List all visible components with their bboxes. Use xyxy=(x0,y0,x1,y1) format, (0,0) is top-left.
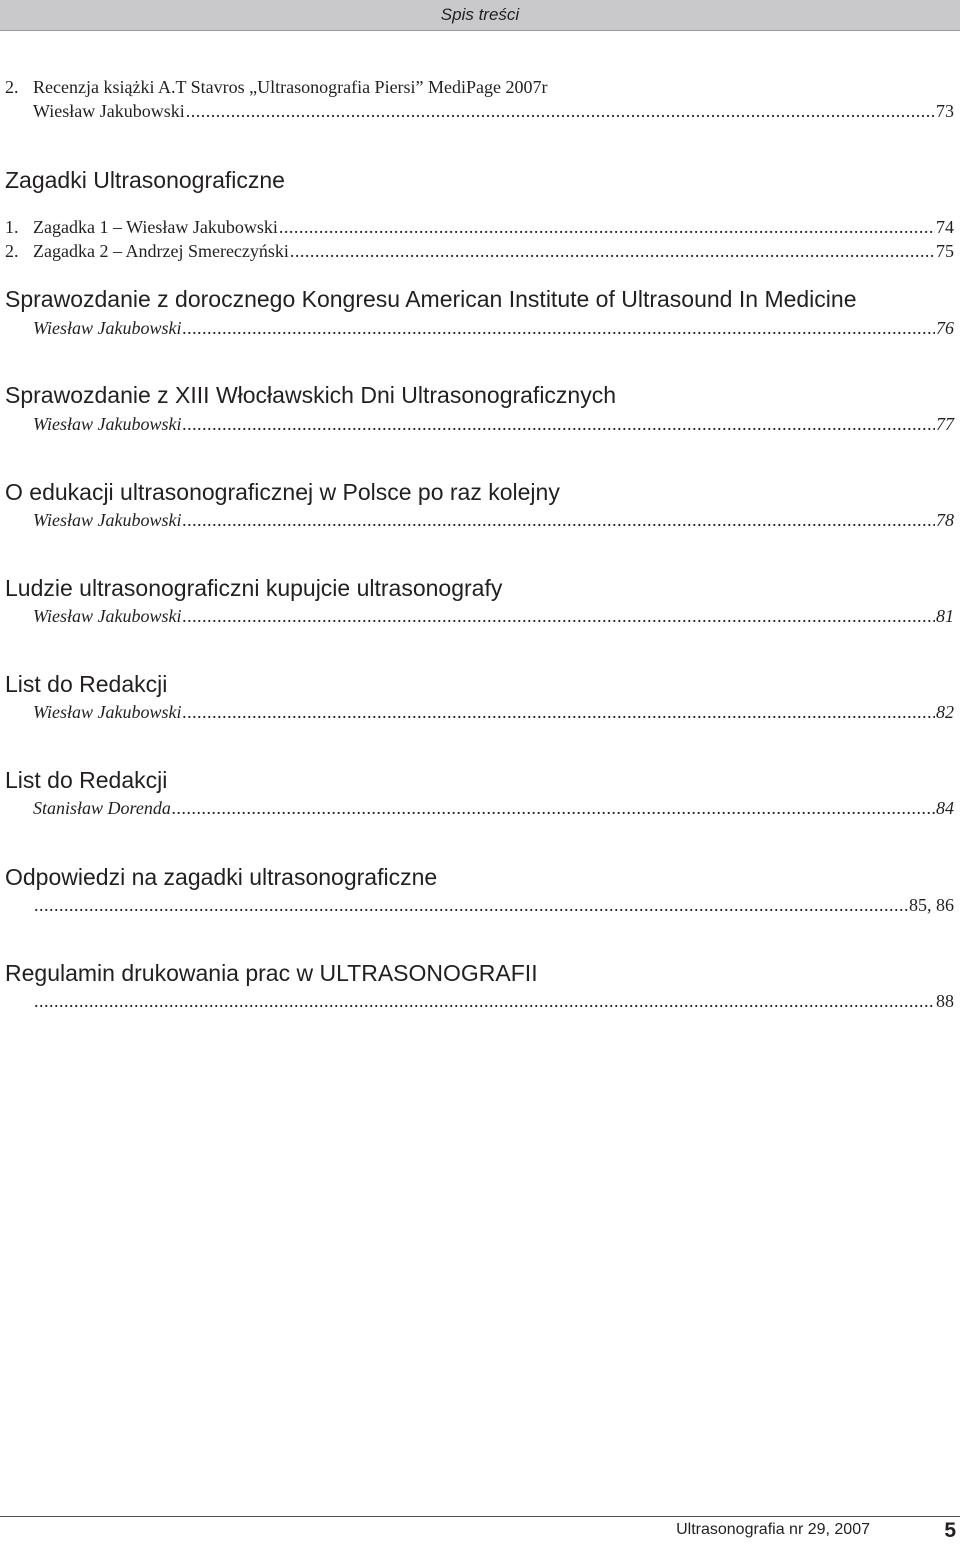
entry-page: 75 xyxy=(936,241,954,261)
page-header xyxy=(0,0,960,31)
section-heading-wloclawek: Sprawozdanie z XIII Włocławskich Dni Ultrasonograficznych xyxy=(5,382,617,408)
toc-entry-edukacja[interactable] xyxy=(0,509,954,531)
section-heading-zagadki: Zagadki Ultrasonograficzne xyxy=(5,167,285,193)
entry-title: Zagadka 2 – Andrzej Smereczyński xyxy=(33,241,289,261)
section-heading-edukacja: O edukacji ultrasonograficznej w Polsce po raz kolejny xyxy=(5,479,560,505)
entry-page: 81 xyxy=(936,606,954,626)
footer-page-number: 5 xyxy=(944,1519,956,1542)
entry-number: 2. xyxy=(5,77,19,97)
entry-author: Wiesław Jakubowski xyxy=(33,318,182,338)
toc-entry-recenzja[interactable] xyxy=(0,76,954,98)
entry-author: Stanisław Dorenda xyxy=(33,798,171,818)
section-heading-kongres: Sprawozdanie z dorocznego Kongresu American Institute of Ultrasound In Medicine xyxy=(5,286,857,312)
entry-page: 82 xyxy=(936,702,954,722)
toc-entry-odpowiedzi[interactable] xyxy=(0,894,954,916)
section-heading-list-2: List do Redakcji xyxy=(5,767,168,793)
leader-dots xyxy=(182,701,935,723)
entry-title: Recenzja książki A.T Stavros „Ultrasonografia Piersi” MediPage 2007r xyxy=(33,77,548,97)
section-heading-ludzie: Ludzie ultrasonograficzni kupujcie ultrasonografy xyxy=(5,575,503,601)
toc-entry-regulamin[interactable] xyxy=(0,990,954,1012)
toc-entry-ludzie[interactable] xyxy=(0,605,954,627)
entry-page: 88 xyxy=(936,991,954,1011)
entry-number: 2. xyxy=(5,241,19,261)
leader-dots xyxy=(182,605,935,627)
leader-dots xyxy=(34,894,908,916)
entry-page: 84 xyxy=(936,798,954,818)
leader-dots xyxy=(279,216,935,238)
footer-journal: Ultrasonografia nr 29, 2007 xyxy=(676,1521,870,1538)
entry-number: 1. xyxy=(5,217,19,237)
leader-dots xyxy=(182,317,935,339)
toc-entry-zagadka-1[interactable] xyxy=(0,216,954,238)
entry-page: 74 xyxy=(936,217,954,237)
entry-author: Wiesław Jakubowski xyxy=(33,606,182,626)
leader-dots xyxy=(172,797,935,819)
entry-author: Wiesław Jakubowski xyxy=(33,702,182,722)
entry-page: 76 xyxy=(936,318,954,338)
toc-entry-wloclawek[interactable] xyxy=(0,413,954,435)
leader-dots xyxy=(182,413,935,435)
section-heading-regulamin: Regulamin drukowania prac w ULTRASONOGRAFII xyxy=(5,960,538,986)
entry-page: 85, 86 xyxy=(909,895,954,915)
entry-page: 77 xyxy=(936,414,954,434)
section-heading-odpowiedzi: Odpowiedzi na zagadki ultrasonograficzne xyxy=(5,864,438,890)
entry-page: 78 xyxy=(936,510,954,530)
leader-dots xyxy=(186,100,935,122)
entry-author: Wiesław Jakubowski xyxy=(33,101,185,121)
toc-entry-zagadka-2[interactable] xyxy=(0,240,954,262)
section-heading-list-1: List do Redakcji xyxy=(5,671,168,697)
toc-entry-list-1[interactable] xyxy=(0,701,954,723)
header-title: Spis treści xyxy=(440,5,520,24)
leader-dots xyxy=(290,240,935,262)
leader-dots xyxy=(182,509,935,531)
footer-rule xyxy=(0,1516,960,1517)
toc-entry-list-2[interactable] xyxy=(0,797,954,819)
entry-author: Wiesław Jakubowski xyxy=(33,510,182,530)
leader-dots xyxy=(34,990,935,1012)
entry-page: 73 xyxy=(936,101,954,121)
entry-title: Zagadka 1 – Wiesław Jakubowski xyxy=(33,217,278,237)
entry-author: Wiesław Jakubowski xyxy=(33,414,182,434)
toc-entry-recenzja-author-line[interactable] xyxy=(0,100,954,122)
toc-entry-kongres[interactable] xyxy=(0,317,954,339)
